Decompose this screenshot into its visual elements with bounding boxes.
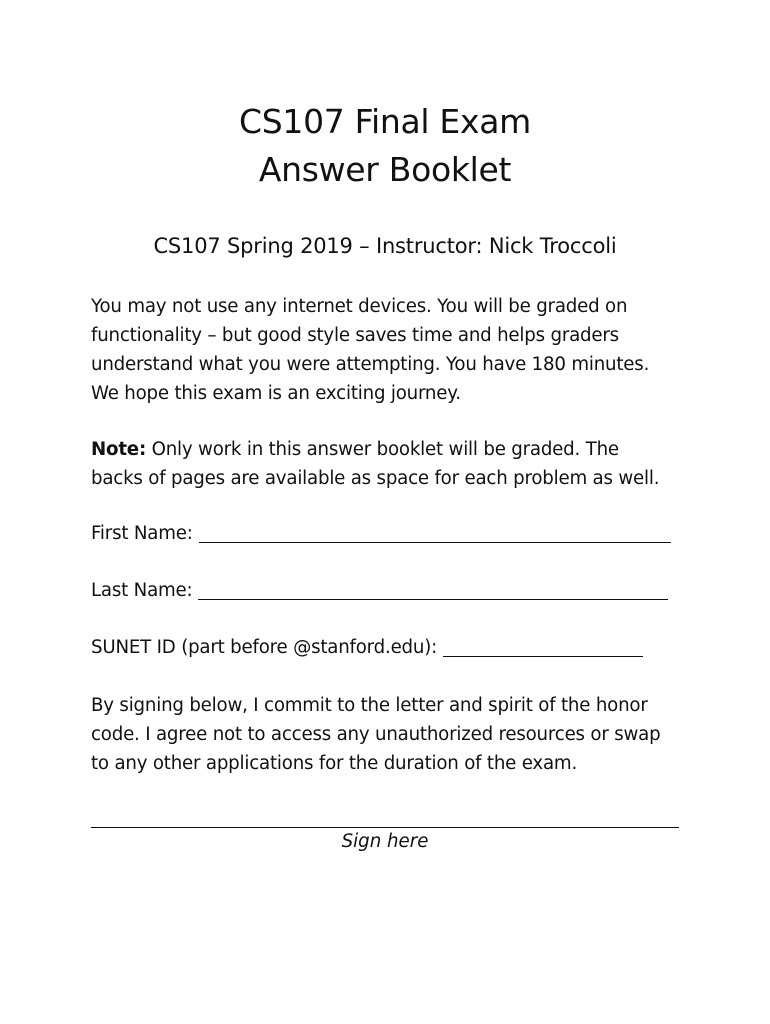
- honor-code-line: By signing below, I commit to the letter and spirit of the honor: [91, 695, 648, 716]
- course-subtitle: CS107 Spring 2019 – Instructor: Nick Troccoli: [153, 234, 617, 258]
- signature-field[interactable]: [91, 827, 679, 828]
- sunet-id-label: SUNET ID (part before @stanford.edu):: [91, 637, 438, 658]
- first-name-label: First Name:: [91, 523, 193, 544]
- signature-label: Sign here: [341, 831, 429, 852]
- first-name-row: [91, 521, 671, 547]
- note-text: Only work in this answer booklet will be graded. The: [146, 439, 619, 460]
- title-line-booklet: Answer Booklet: [258, 150, 512, 189]
- instructions-paragraph: [91, 292, 691, 408]
- instructions-line: functionality – but good style saves time and helps graders: [91, 325, 619, 346]
- last-name-field[interactable]: [198, 579, 668, 600]
- sunet-id-field[interactable]: [443, 636, 643, 657]
- note-line: [91, 435, 691, 464]
- first-name-field[interactable]: [199, 522, 671, 543]
- last-name-row: [91, 578, 668, 604]
- note-paragraph: [91, 435, 691, 493]
- honor-code-paragraph: [91, 691, 691, 778]
- last-name-label: Last Name:: [91, 580, 193, 601]
- instructions-line: We hope this exam is an exciting journey.: [91, 383, 461, 404]
- honor-code-line: code. I agree not to access any unauthorized resources or swap: [91, 724, 661, 745]
- note-label: Note:: [91, 439, 147, 460]
- honor-code-line: to any other applications for the duration of the exam.: [91, 753, 578, 774]
- instructions-line: understand what you were attempting. You have 180 minutes.: [91, 354, 650, 375]
- note-line: backs of pages are available as space for each problem as well.: [91, 468, 660, 489]
- title-line-exam: CS107 Final Exam: [239, 102, 531, 141]
- instructions-line: You may not use any internet devices. You will be graded on: [91, 296, 628, 317]
- sunet-id-row: [91, 635, 643, 661]
- page-title: [0, 98, 770, 194]
